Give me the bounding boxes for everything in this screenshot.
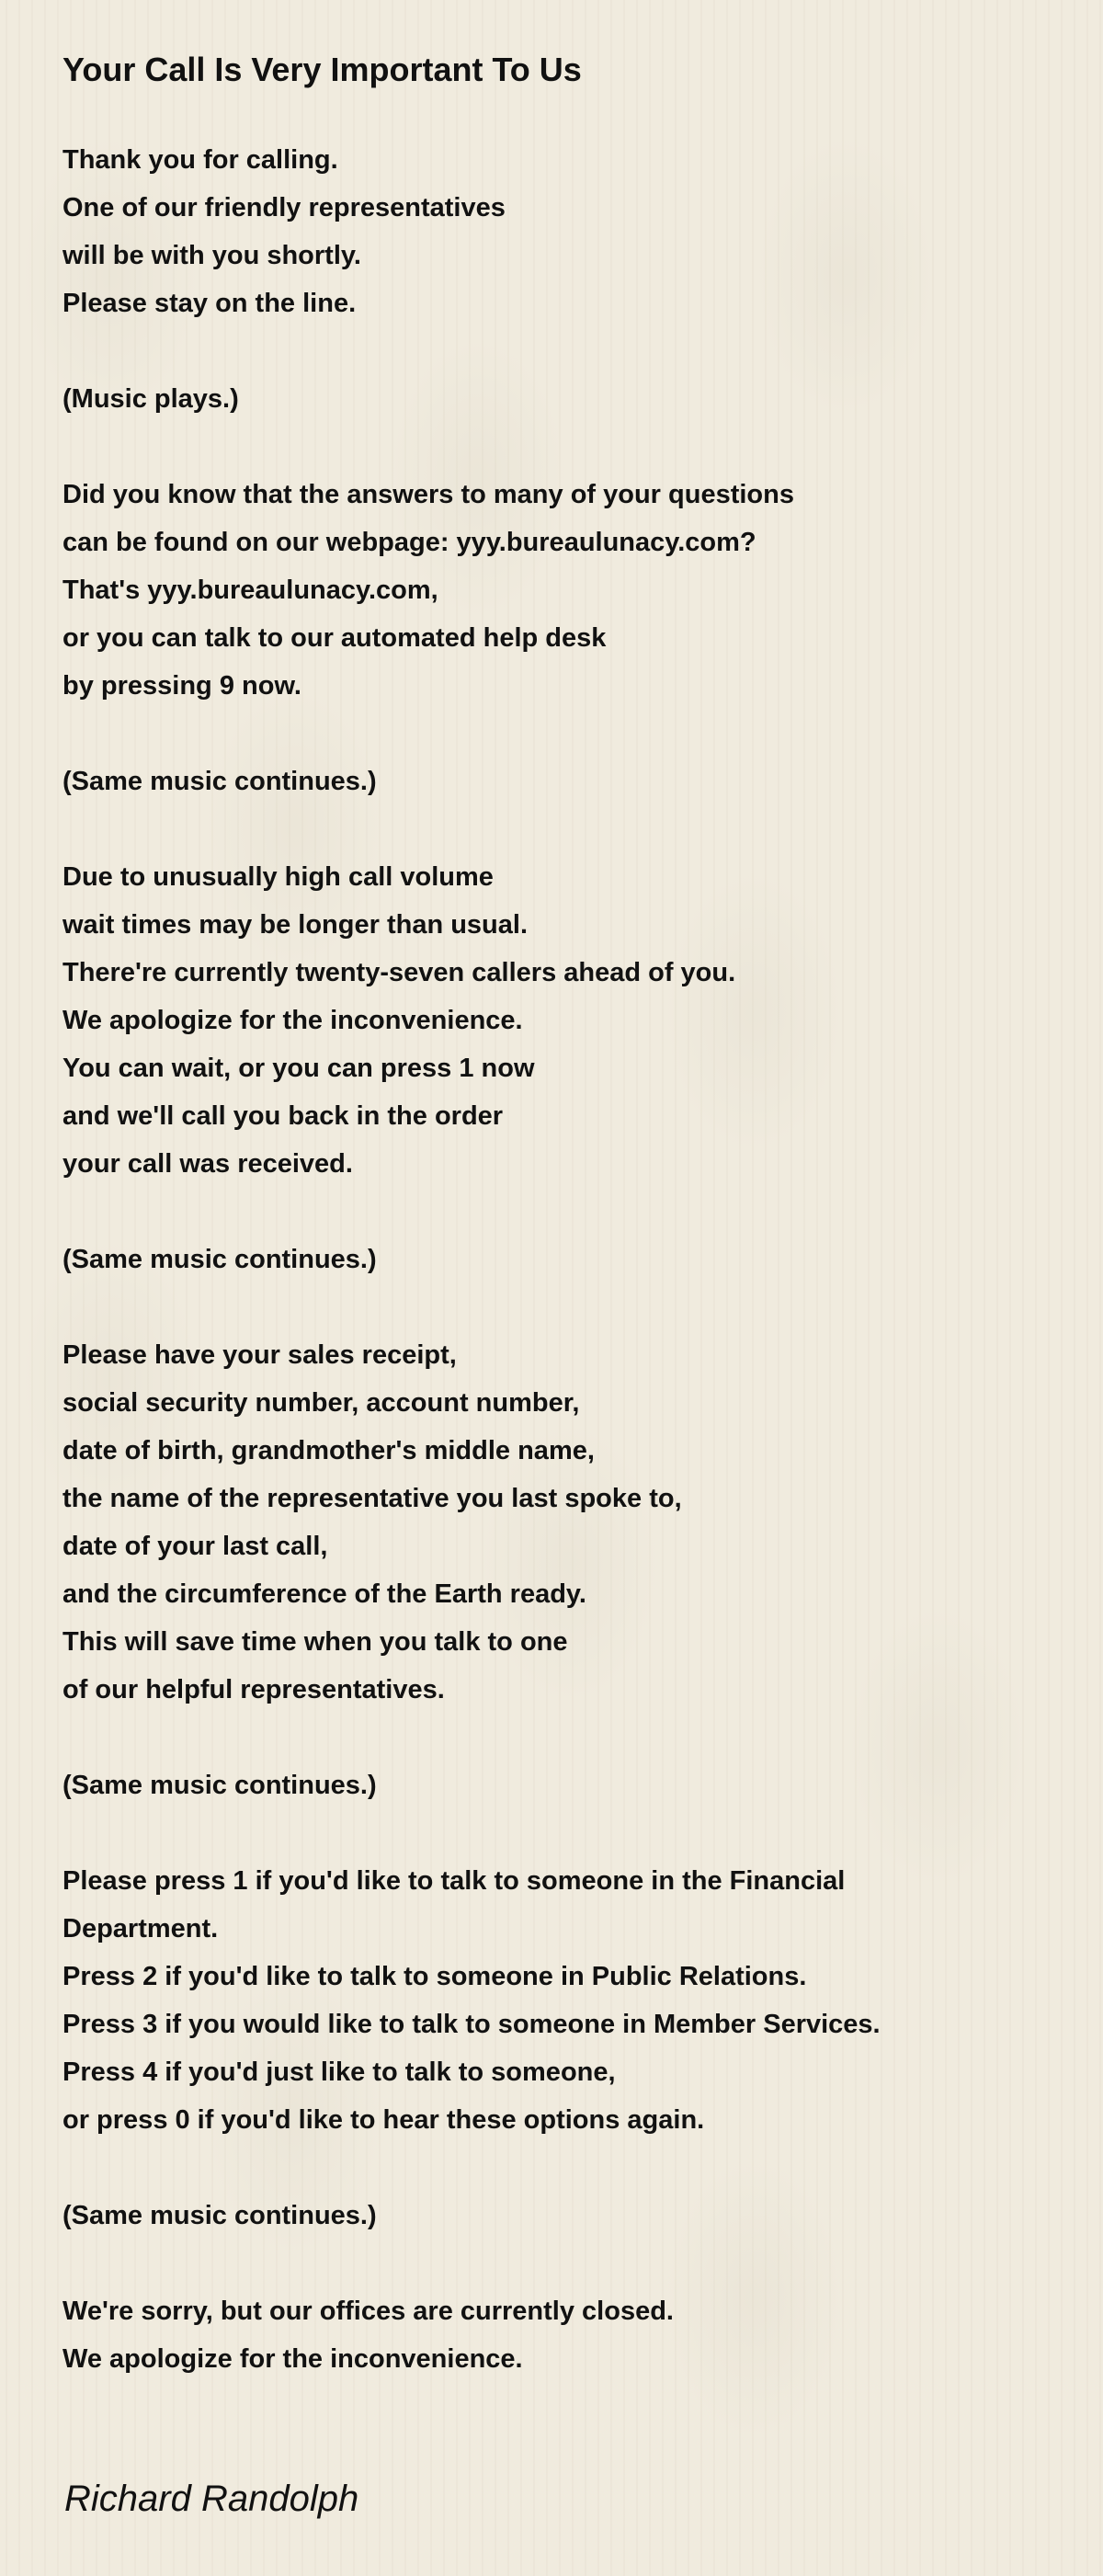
stanza-break [63,327,1055,375]
poem-page [63,44,1055,2383]
poem-line: of our helpful representatives. [63,1675,445,1704]
stanza-break [63,1714,1055,1761]
poem-line: your call was received. [63,1149,353,1179]
poem-line: Did you know that the answers to many of your questions [63,480,794,509]
poem-line: or you can talk to our automated help desk [63,623,607,653]
poem-line: One of our friendly representatives [63,193,506,222]
poem-line: You can wait, or you can press 1 now [63,1054,535,1083]
poem-line: and the circumference of the Earth ready. [63,1579,586,1609]
poem-line: Due to unusually high call volume [63,862,494,892]
stanza-break [63,1809,1055,1857]
poem-line: We apologize for the inconvenience. [63,2344,523,2374]
poem-line: Thank you for calling. [63,145,338,175]
poem-line: (Same music continues.) [63,2201,377,2230]
poem-line: (Same music continues.) [63,1245,377,1274]
poem-author: Richard Randolph [64,2479,359,2519]
stanza-break [63,423,1055,471]
poem-line: the name of the representative you last spoke to, [63,1484,682,1513]
poem-line: and we'll call you back in the order [63,1101,504,1131]
stanza-break [63,2144,1055,2192]
poem-line: date of your last call, [63,1532,328,1561]
poem-line: or press 0 if you'd like to hear these options again. [63,2105,705,2135]
poem-line: will be with you shortly. [63,241,361,270]
poem-line: Please press 1 if you'd like to talk to someone in the Financial [63,1866,846,1896]
poem-line: We're sorry, but our offices are currently closed. [63,2297,674,2326]
poem-line: wait times may be longer than usual. [63,910,529,940]
poem-body [63,136,1055,2383]
poem-line: (Same music continues.) [63,767,377,796]
stanza-break [63,805,1055,853]
poem-line: That's yyy.bureaulunacy.com, [63,576,438,605]
stanza-break [63,710,1055,758]
poem-line: (Music plays.) [63,384,239,414]
stanza-break [63,1188,1055,1236]
poem-line: can be found on our webpage: yyy.bureaulunacy.com? [63,528,756,557]
poem-line: There're currently twenty-seven callers ahead of you. [63,958,736,987]
stanza-break [63,1283,1055,1331]
poem-line: date of birth, grandmother's middle name, [63,1436,595,1465]
poem-line: Press 4 if you'd just like to talk to someone, [63,2057,616,2087]
poem-line: Please have your sales receipt, [63,1340,457,1370]
poem-line: Department. [63,1914,219,1943]
poem-line: by pressing 9 now. [63,671,301,701]
poem-line: Please stay on the line. [63,289,357,318]
stanza-break [63,2240,1055,2287]
poem-line: Press 3 if you would like to talk to someone in Member Services. [63,2010,881,2039]
poem-line: Press 2 if you'd like to talk to someone in Public Relations. [63,1962,807,1991]
poem-line: social security number, account number, [63,1388,580,1418]
poem-title: Your Call Is Very Important To Us [63,51,582,88]
poem-line: This will save time when you talk to one [63,1627,568,1657]
poem-line: We apologize for the inconvenience. [63,1006,523,1035]
poem-line: (Same music continues.) [63,1771,377,1800]
